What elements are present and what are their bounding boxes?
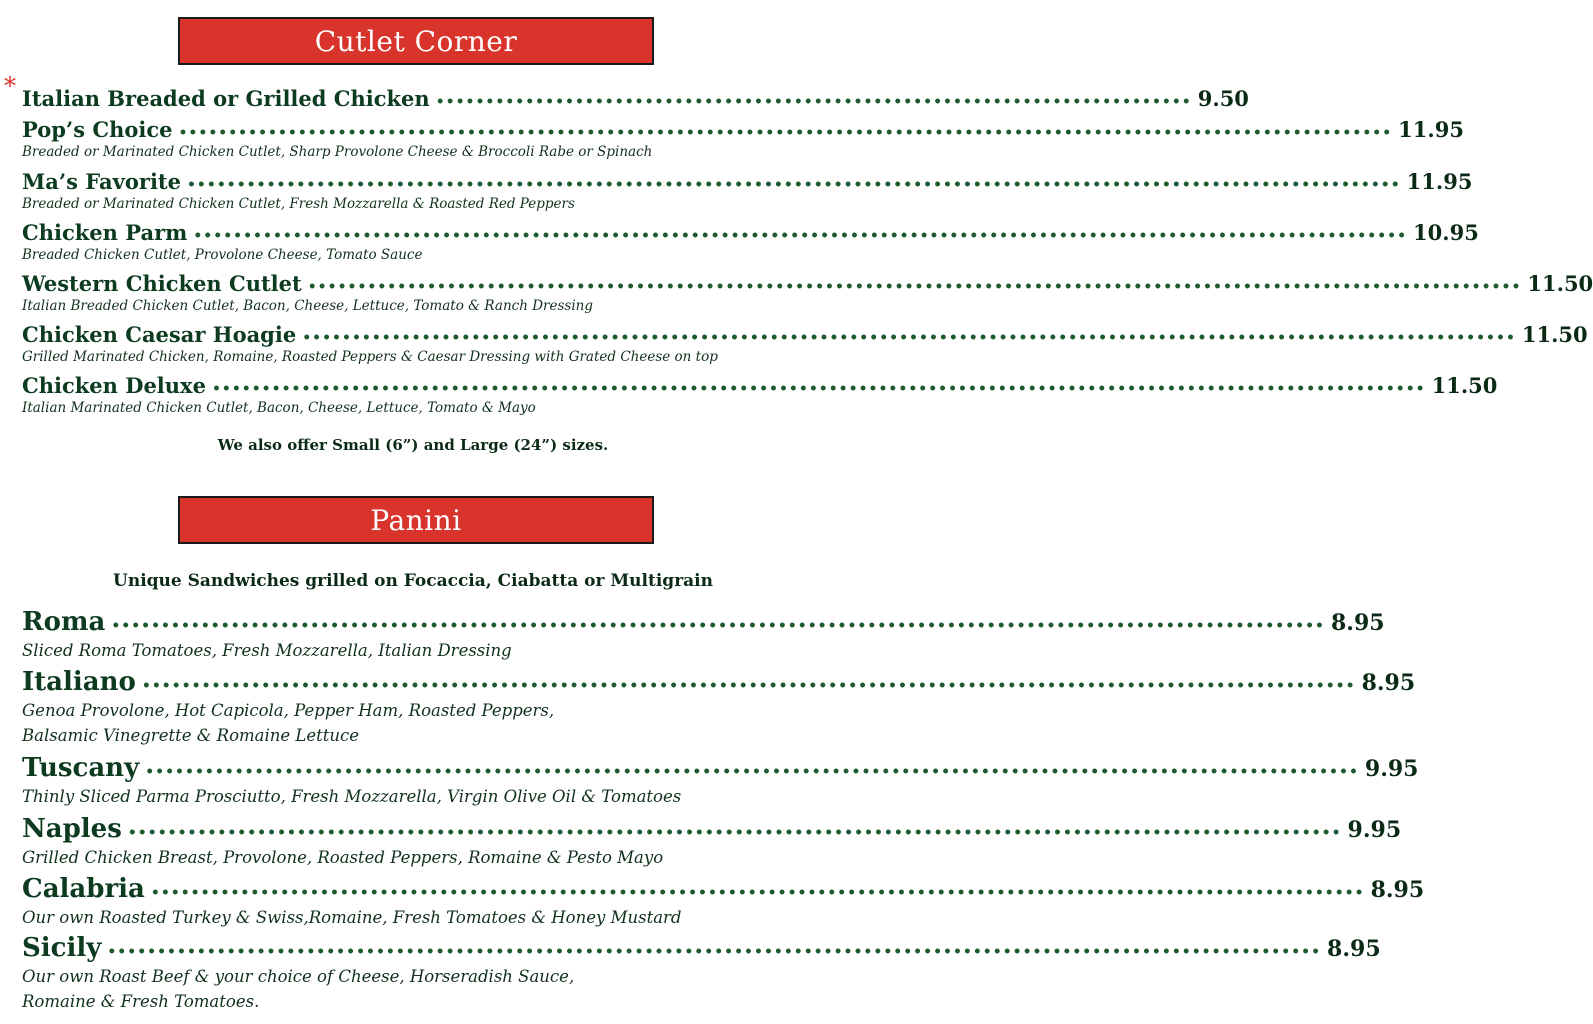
- item-name: Chicken Deluxe: [22, 373, 206, 398]
- dot-leader: ••••••••••••••••••••••••••••••••••••••••••••••••••••••••••••••••••••••••••••••••••••••••••••••••••••••••••••••••••••••••••: [186, 177, 1401, 193]
- dot-leader: ••••••••••••••••••••••••••••••••••••••••••••••••••••••••••••••••••••••••••••: [435, 94, 1192, 110]
- item-name: Italian Breaded or Grilled Chicken: [22, 86, 430, 111]
- item-name: Calabria: [22, 874, 145, 904]
- dot-leader: ••••••••••••••••••••••••••••••••••••••••••••••••••••••••••••••••••••••••••••••••••••••••••••••••••••••••••••••••••••••••••: [141, 678, 1356, 694]
- cutlet-corner-title: Cutlet Corner: [314, 24, 518, 58]
- item-name: Chicken Caesar Hoagie: [22, 322, 297, 347]
- item-price: 10.95: [1413, 220, 1479, 245]
- item-price: 9.95: [1364, 756, 1419, 782]
- item-name: Chicken Parm: [22, 220, 188, 245]
- dot-leader: ••••••••••••••••••••••••••••••••••••••••••••••••••••••••••••••••••••••••••••••••••••••••••••••••••••••••••••••••••••••••••: [178, 125, 1393, 141]
- menu-item: [22, 322, 1588, 365]
- item-name: Western Chicken Cutlet: [22, 271, 302, 296]
- menu-item: [22, 169, 1473, 212]
- dot-leader: ••••••••••••••••••••••••••••••••••••••••••••••••••••••••••••••••••••••••••••••••••••••••••••••••••••••••••••••••••••••••••: [150, 885, 1365, 901]
- dot-leader: ••••••••••••••••••••••••••••••••••••••••••••••••••••••••••••••••••••••••••••••••••••••••••••••••••••••••••••••••••••••••••: [127, 825, 1342, 841]
- item-description: Italian Breaded Chicken Cutlet, Bacon, Cheese, Lettuce, Tomato & Ranch Dressing: [22, 298, 593, 314]
- menu-item: [22, 753, 1419, 808]
- menu-item: [22, 667, 1416, 747]
- item-name: Ma’s Favorite: [22, 169, 181, 194]
- item-description: Genoa Provolone, Hot Capicola, Pepper Ham, Roasted Peppers,: [22, 701, 555, 720]
- dot-leader: ••••••••••••••••••••••••••••••••••••••••••••••••••••••••••••••••••••••••••••••••••••••••••••••••••••••••••••••••••••••••••: [211, 381, 1426, 397]
- item-price: 8.95: [1370, 877, 1425, 903]
- item-price: 11.95: [1398, 117, 1464, 142]
- item-name: Pop’s Choice: [22, 117, 173, 142]
- item-price: 8.95: [1361, 670, 1416, 696]
- dot-leader: ••••••••••••••••••••••••••••••••••••••••••••••••••••••••••••••••••••••••••••••••••••••••••••••••••••••••••••••••••••••••••: [107, 944, 1322, 960]
- item-name: Sicily: [22, 933, 102, 963]
- item-description: Breaded Chicken Cutlet, Provolone Cheese, Tomato Sauce: [22, 247, 423, 263]
- asterisk-marker: *: [4, 72, 16, 100]
- item-price: 11.95: [1406, 169, 1473, 194]
- item-description-continued: Balsamic Vinegrette & Romaine Lettuce: [22, 726, 360, 745]
- item-price: 11.50: [1521, 322, 1588, 347]
- dot-leader: ••••••••••••••••••••••••••••••••••••••••••••••••••••••••••••••••••••••••••••••••••••••••••••••••••••••••••••••••••••••••••: [111, 618, 1325, 634]
- menu-item: [22, 814, 1402, 869]
- item-name: Roma: [22, 607, 106, 637]
- item-description: Our own Roasted Turkey & Swiss,Romaine, Fresh Tomatoes & Honey Mustard: [22, 908, 682, 927]
- menu-item: [22, 874, 1425, 929]
- menu-item: [22, 607, 1385, 662]
- item-description: Our own Roast Beef & your choice of Cheese, Horseradish Sauce,: [22, 967, 575, 986]
- cutlet-corner-banner: [178, 17, 654, 65]
- item-price: 11.50: [1527, 271, 1593, 296]
- item-price: 11.50: [1431, 373, 1498, 398]
- menu-item: [22, 220, 1479, 263]
- item-price: 9.50: [1197, 86, 1249, 111]
- item-description: Grilled Marinated Chicken, Romaine, Roasted Peppers & Caesar Dressing with Grated Cheese on top: [22, 349, 718, 365]
- item-description: Grilled Chicken Breast, Provolone, Roasted Peppers, Romaine & Pesto Mayo: [22, 848, 664, 867]
- dot-leader: ••••••••••••••••••••••••••••••••••••••••••••••••••••••••••••••••••••••••••••••••••••••••••••••••••••••••••••••••••••••••••: [145, 764, 1359, 780]
- item-description: Breaded or Marinated Chicken Cutlet, Sharp Provolone Cheese & Broccoli Rabe or Spinach: [22, 144, 653, 160]
- item-name: Italiano: [22, 667, 136, 697]
- dot-leader: ••••••••••••••••••••••••••••••••••••••••••••••••••••••••••••••••••••••••••••••••••••••••••••••••••••••••••••••••••••••••••: [302, 330, 1516, 346]
- item-description: Sliced Roma Tomatoes, Fresh Mozzarella, Italian Dressing: [22, 641, 512, 660]
- dot-leader: ••••••••••••••••••••••••••••••••••••••••••••••••••••••••••••••••••••••••••••••••••••••••••••••••••••••••••••••••••••••••••: [193, 228, 1408, 244]
- menu-item: [22, 933, 1381, 1013]
- menu-item: [22, 86, 1249, 111]
- dot-leader: ••••••••••••••••••••••••••••••••••••••••••••••••••••••••••••••••••••••••••••••••••••••••••••••••••••••••••••••••••••••••••: [307, 279, 1522, 295]
- panini-banner: [178, 496, 654, 544]
- item-description: Italian Marinated Chicken Cutlet, Bacon, Cheese, Lettuce, Tomato & Mayo: [22, 400, 536, 416]
- item-description: Thinly Sliced Parma Prosciutto, Fresh Mozzarella, Virgin Olive Oil & Tomatoes: [22, 787, 682, 806]
- menu-item: [22, 373, 1498, 416]
- item-description-continued: Romaine & Fresh Tomatoes.: [22, 992, 260, 1011]
- panini-title: Panini: [370, 503, 462, 537]
- item-price: 8.95: [1331, 610, 1385, 636]
- menu-item: [22, 271, 1593, 314]
- item-price: 9.95: [1347, 817, 1402, 843]
- item-name: Naples: [22, 814, 122, 844]
- item-name: Tuscany: [22, 753, 140, 783]
- panini-subtitle: Unique Sandwiches grilled on Focaccia, Ciabatta or Multigrain: [113, 571, 713, 591]
- item-price: 8.95: [1327, 936, 1381, 962]
- item-description: Breaded or Marinated Chicken Cutlet, Fresh Mozzarella & Roasted Red Peppers: [22, 196, 575, 212]
- size-note: We also offer Small (6”) and Large (24”) sizes.: [217, 436, 609, 454]
- menu-item: [22, 117, 1464, 160]
